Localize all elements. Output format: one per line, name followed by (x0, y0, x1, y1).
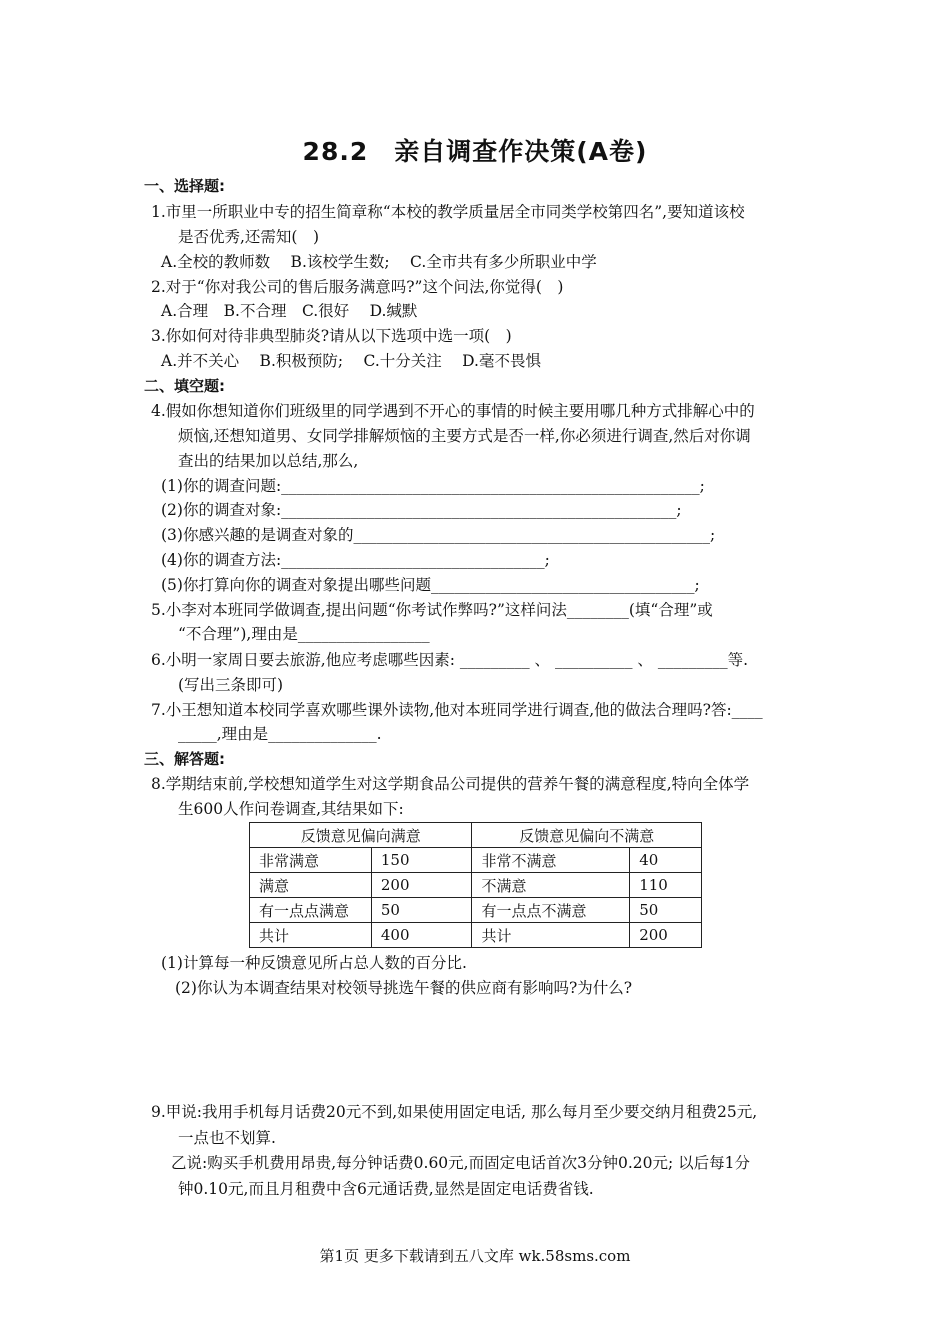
survey-results-table (249, 822, 702, 948)
table-cell: 不满意 (472, 873, 630, 898)
question-1-text-cont: 是否优秀,还需知( ) (178, 228, 320, 246)
table-cell: 满意 (250, 873, 372, 898)
section-heading-answer: 三、解答题: (144, 750, 225, 768)
question-8-text-cont: 生600人作问卷调查,其结果如下: (178, 800, 404, 818)
table-cell: 有一点点不满意 (472, 898, 630, 923)
question-2-text: 2.对于“你对我公司的售后服务满意吗?”这个问法,你觉得( ) (151, 278, 564, 296)
table-cell: 400 (371, 923, 472, 948)
table-cell: 40 (630, 848, 702, 873)
table-cell: 200 (630, 923, 702, 948)
table-row (250, 923, 702, 948)
section-heading-choice: 一、选择题: (144, 177, 225, 195)
question-3-options: A.并不关心 B.积极预防; C.十分关注 D.毫不畏惧 (161, 352, 541, 370)
table-row (250, 873, 702, 898)
table-cell: 有一点点满意 (250, 898, 372, 923)
question-3-text: 3.你如何对待非典型肺炎?请从以下选项中选一项( ) (151, 327, 512, 345)
question-5-text: 5.小李对本班同学做调查,提出问题“你考试作弊吗?”这样问法________(填“合理”或 (151, 601, 713, 619)
table-cell: 50 (371, 898, 472, 923)
question-4-sub-4: (4)你的调查方法:__________________________________; (161, 551, 550, 569)
question-4-sub-1: (1)你的调查问题:______________________________________________________; (161, 477, 705, 495)
question-4-sub-5: (5)你打算向你的调查对象提出哪些问题__________________________________; (161, 576, 700, 594)
question-4-text: 4.假如你想知道你们班级里的同学遇到不开心的事情的时候主要用哪几种方式排解心中的 (151, 402, 755, 420)
question-4-text-cont: 烦恼,还想知道男、女同学排解烦恼的主要方式是否一样,你必须进行调查,然后对你调 (178, 427, 751, 445)
table-header-unsatisfied: 反馈意见偏向不满意 (472, 823, 702, 848)
section-heading-fill: 二、填空题: (144, 377, 225, 395)
question-2-options: A.合理 B.不合理 C.很好 D.缄默 (161, 302, 418, 320)
question-8-sub-1: (1)计算每一种反馈意见所占总人数的百分比. (161, 954, 467, 972)
question-9-text: 9.甲说:我用手机每月话费20元不到,如果使用固定电话, 那么每月至少要交纳月租费25元, (151, 1103, 758, 1121)
table-header-satisfied: 反馈意见偏向满意 (250, 823, 472, 848)
page-footer: 第1页 更多下载请到五八文库 wk.58sms.com (319, 1247, 631, 1265)
table-cell: 110 (630, 873, 702, 898)
question-9-text-b: 乙说:购买手机费用昂贵,每分钟话费0.60元,而固定电话首次3分钟0.20元; 以后每1分 (171, 1154, 750, 1172)
question-1-text: 1.市里一所职业中专的招生简章称“本校的教学质量居全市同类学校第四名”,要知道该校 (151, 203, 745, 221)
question-6-text: 6.小明一家周日要去旅游,他应考虑哪些因素: _________ 、 __________ 、 _________等. (151, 651, 749, 669)
table-row (250, 848, 702, 873)
question-9-text-cont: 一点也不划算. (178, 1129, 276, 1147)
question-9-text-b-cont: 钟0.10元,而且月租费中含6元通话费,显然是固定电话费省钱. (178, 1180, 594, 1198)
page-title: 28.2 亲自调查作决策(A卷) (302, 137, 648, 166)
table-cell: 共计 (472, 923, 630, 948)
question-6-text-cont: (写出三条即可) (178, 676, 284, 694)
table-header-row (250, 823, 702, 848)
question-7-text: 7.小王想知道本校同学喜欢哪些课外读物,他对本班同学进行调查,他的做法合理吗?答:____ (151, 701, 763, 719)
question-8-text: 8.学期结束前,学校想知道学生对这学期食品公司提供的营养午餐的满意程度,特向全体学 (151, 775, 750, 793)
table-cell: 非常不满意 (472, 848, 630, 873)
question-1-options: A.全校的教师数 B.该校学生数; C.全市共有多少所职业中学 (161, 253, 597, 271)
table-cell: 200 (371, 873, 472, 898)
question-4-sub-3: (3)你感兴趣的是调查对象的______________________________________________; (161, 526, 716, 544)
question-7-text-cont: _____,理由是______________. (178, 725, 382, 743)
table-cell: 150 (371, 848, 472, 873)
table-cell: 50 (630, 898, 702, 923)
table-cell: 非常满意 (250, 848, 372, 873)
table-row (250, 898, 702, 923)
table-cell: 共计 (250, 923, 372, 948)
question-4-text-cont: 查出的结果加以总结,那么, (178, 452, 359, 470)
question-5-text-cont: “不合理”),理由是_________________ (178, 625, 430, 643)
question-8-sub-2: (2)你认为本调查结果对校领导挑选午餐的供应商有影响吗?为什么? (175, 979, 633, 997)
question-4-sub-2: (2)你的调查对象:___________________________________________________; (161, 501, 682, 519)
